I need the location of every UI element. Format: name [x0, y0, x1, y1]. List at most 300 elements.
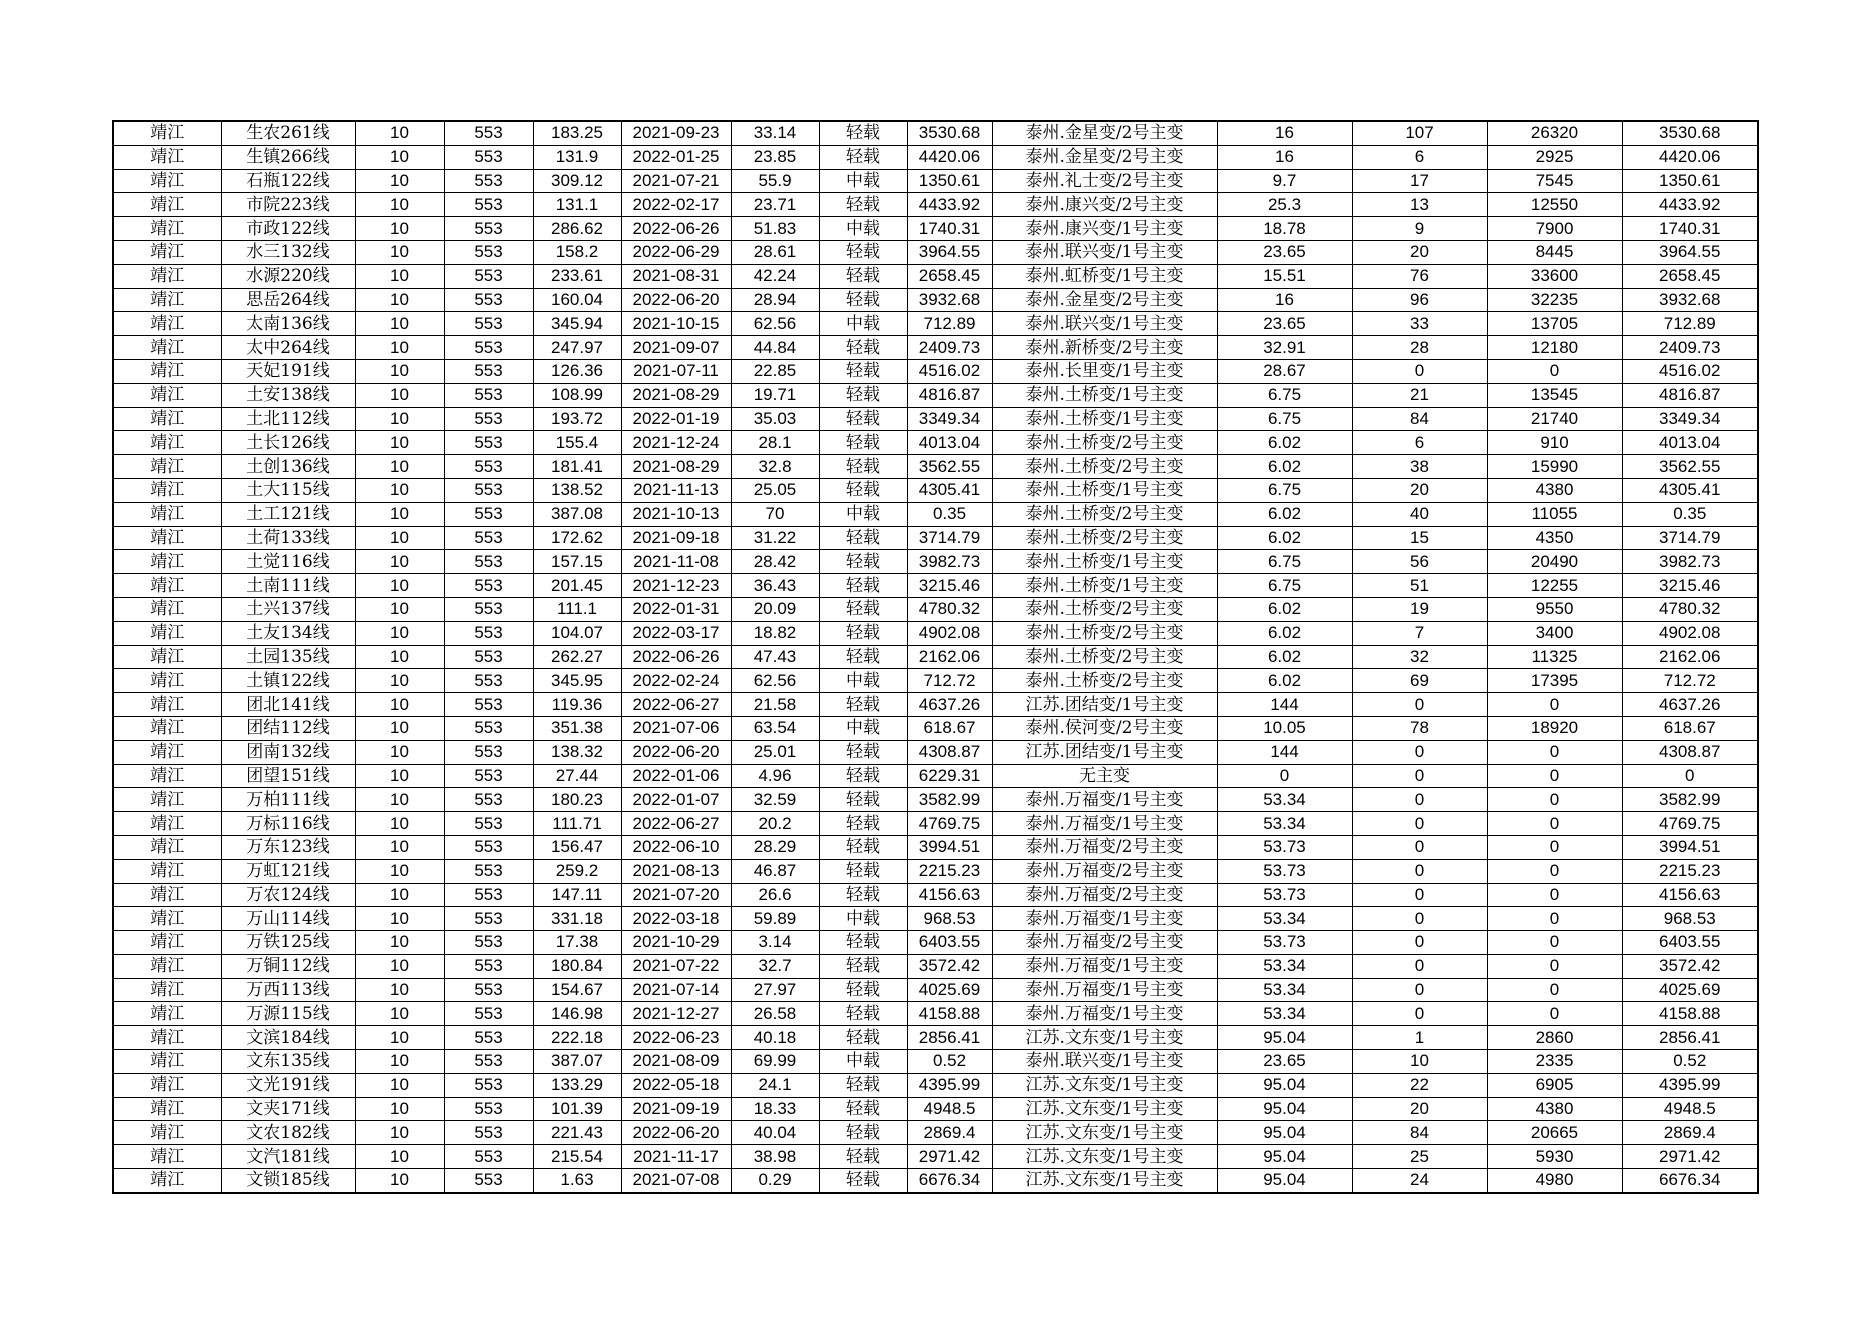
cell-voltage: 10 [355, 859, 444, 883]
cell-available: 4769.75 [1622, 812, 1758, 836]
cell-users: 13 [1352, 193, 1487, 217]
cell-region: 靖江 [113, 812, 221, 836]
cell-status: 轻载 [819, 550, 907, 574]
cell-substation: 泰州.金星变/2号主变 [992, 145, 1217, 169]
cell-margin: 1350.61 [907, 169, 992, 193]
cell-date: 2021-09-23 [621, 121, 731, 145]
cell-peak: 138.52 [533, 478, 621, 502]
table-row [113, 669, 1758, 693]
cell-line: 万虹121线 [221, 859, 355, 883]
cell-peak: 111.1 [533, 597, 621, 621]
cell-substation: 泰州.万福变/1号主变 [992, 788, 1217, 812]
cell-peak: 131.1 [533, 193, 621, 217]
cell-voltage: 10 [355, 145, 444, 169]
cell-peak: 126.36 [533, 359, 621, 383]
cell-substation: 江苏.文东变/1号主变 [992, 1169, 1217, 1193]
cell-substation: 泰州.土桥变/2号主变 [992, 669, 1217, 693]
cell-margin: 4305.41 [907, 478, 992, 502]
table-row [113, 359, 1758, 383]
cell-capacity: 53.34 [1217, 1002, 1352, 1026]
cell-rate: 42.24 [731, 264, 819, 288]
cell-capacity: 32.91 [1217, 336, 1352, 360]
cell-substation: 泰州.金星变/2号主变 [992, 288, 1217, 312]
cell-region: 靖江 [113, 716, 221, 740]
cell-available: 968.53 [1622, 907, 1758, 931]
cell-available: 3994.51 [1622, 835, 1758, 859]
cell-rated: 553 [444, 835, 533, 859]
cell-rate: 38.98 [731, 1145, 819, 1169]
cell-users: 107 [1352, 121, 1487, 145]
cell-date: 2022-06-20 [621, 1121, 731, 1145]
table-row [113, 954, 1758, 978]
cell-rate: 28.94 [731, 288, 819, 312]
cell-available: 4156.63 [1622, 883, 1758, 907]
cell-peak: 201.45 [533, 574, 621, 598]
cell-peak: 345.94 [533, 312, 621, 336]
cell-status: 中载 [819, 169, 907, 193]
cell-status: 轻载 [819, 1169, 907, 1193]
cell-capacity: 23.65 [1217, 312, 1352, 336]
cell-margin: 4948.5 [907, 1097, 992, 1121]
cell-region: 靖江 [113, 383, 221, 407]
cell-line: 团结112线 [221, 716, 355, 740]
cell-region: 靖江 [113, 431, 221, 455]
cell-peak: 286.62 [533, 217, 621, 241]
cell-rate: 44.84 [731, 336, 819, 360]
cell-rated: 553 [444, 883, 533, 907]
table-row [113, 550, 1758, 574]
cell-substation: 泰州.万福变/1号主变 [992, 812, 1217, 836]
cell-voltage: 10 [355, 788, 444, 812]
cell-substation: 泰州.万福变/1号主变 [992, 978, 1217, 1002]
cell-substation: 泰州.土桥变/2号主变 [992, 526, 1217, 550]
cell-rate: 24.1 [731, 1073, 819, 1097]
cell-voltage: 10 [355, 1050, 444, 1074]
cell-user_capacity: 0 [1487, 693, 1622, 717]
cell-rated: 553 [444, 693, 533, 717]
cell-available: 6403.55 [1622, 931, 1758, 955]
cell-capacity: 6.75 [1217, 550, 1352, 574]
cell-substation: 泰州.土桥变/2号主变 [992, 502, 1217, 526]
table-row [113, 812, 1758, 836]
cell-date: 2022-01-31 [621, 597, 731, 621]
cell-region: 靖江 [113, 336, 221, 360]
cell-capacity: 6.02 [1217, 621, 1352, 645]
cell-user_capacity: 0 [1487, 764, 1622, 788]
cell-substation: 泰州.土桥变/1号主变 [992, 478, 1217, 502]
cell-voltage: 10 [355, 954, 444, 978]
cell-peak: 1.63 [533, 1169, 621, 1193]
table-row [113, 859, 1758, 883]
cell-date: 2022-06-10 [621, 835, 731, 859]
cell-user_capacity: 0 [1487, 907, 1622, 931]
table-row [113, 978, 1758, 1002]
cell-rate: 40.18 [731, 1026, 819, 1050]
cell-date: 2022-01-19 [621, 407, 731, 431]
cell-user_capacity: 0 [1487, 954, 1622, 978]
cell-available: 0 [1622, 764, 1758, 788]
cell-margin: 4902.08 [907, 621, 992, 645]
cell-user_capacity: 0 [1487, 835, 1622, 859]
cell-date: 2022-06-29 [621, 240, 731, 264]
cell-user_capacity: 7900 [1487, 217, 1622, 241]
cell-rated: 553 [444, 455, 533, 479]
cell-rate: 25.05 [731, 478, 819, 502]
cell-substation: 江苏.文东变/1号主变 [992, 1097, 1217, 1121]
cell-voltage: 10 [355, 359, 444, 383]
cell-rate: 51.83 [731, 217, 819, 241]
cell-voltage: 10 [355, 240, 444, 264]
cell-status: 轻载 [819, 383, 907, 407]
cell-rated: 553 [444, 1002, 533, 1026]
cell-available: 4516.02 [1622, 359, 1758, 383]
cell-rated: 553 [444, 526, 533, 550]
cell-line: 万铁125线 [221, 931, 355, 955]
cell-users: 24 [1352, 1169, 1487, 1193]
cell-date: 2021-07-21 [621, 169, 731, 193]
cell-status: 轻载 [819, 264, 907, 288]
cell-margin: 3530.68 [907, 121, 992, 145]
cell-users: 0 [1352, 740, 1487, 764]
cell-users: 51 [1352, 574, 1487, 598]
cell-users: 0 [1352, 835, 1487, 859]
cell-line: 土工121线 [221, 502, 355, 526]
cell-peak: 27.44 [533, 764, 621, 788]
cell-users: 0 [1352, 359, 1487, 383]
cell-status: 轻载 [819, 621, 907, 645]
table-row [113, 455, 1758, 479]
cell-line: 团北141线 [221, 693, 355, 717]
cell-status: 轻载 [819, 1073, 907, 1097]
cell-margin: 3982.73 [907, 550, 992, 574]
cell-capacity: 23.65 [1217, 240, 1352, 264]
cell-rated: 553 [444, 217, 533, 241]
cell-rate: 28.42 [731, 550, 819, 574]
cell-users: 56 [1352, 550, 1487, 574]
cell-status: 中载 [819, 312, 907, 336]
cell-region: 靖江 [113, 121, 221, 145]
cell-status: 轻载 [819, 788, 907, 812]
cell-margin: 2658.45 [907, 264, 992, 288]
cell-margin: 2971.42 [907, 1145, 992, 1169]
cell-users: 0 [1352, 907, 1487, 931]
cell-date: 2021-08-29 [621, 383, 731, 407]
cell-status: 轻载 [819, 193, 907, 217]
cell-rate: 47.43 [731, 645, 819, 669]
table-row [113, 288, 1758, 312]
cell-date: 2021-12-24 [621, 431, 731, 455]
table-body [113, 121, 1758, 1193]
cell-voltage: 10 [355, 597, 444, 621]
cell-voltage: 10 [355, 812, 444, 836]
cell-voltage: 10 [355, 526, 444, 550]
cell-rate: 46.87 [731, 859, 819, 883]
table-row [113, 574, 1758, 598]
cell-rate: 21.58 [731, 693, 819, 717]
cell-status: 轻载 [819, 240, 907, 264]
cell-user_capacity: 4380 [1487, 478, 1622, 502]
cell-date: 2021-09-18 [621, 526, 731, 550]
cell-date: 2022-06-26 [621, 645, 731, 669]
cell-region: 靖江 [113, 1073, 221, 1097]
cell-line: 万标116线 [221, 812, 355, 836]
table-row [113, 788, 1758, 812]
cell-users: 6 [1352, 145, 1487, 169]
cell-rate: 20.2 [731, 812, 819, 836]
cell-region: 靖江 [113, 907, 221, 931]
cell-substation: 泰州.联兴变/1号主变 [992, 240, 1217, 264]
cell-users: 6 [1352, 431, 1487, 455]
cell-peak: 351.38 [533, 716, 621, 740]
cell-users: 20 [1352, 240, 1487, 264]
cell-line: 土大115线 [221, 478, 355, 502]
cell-line: 万农124线 [221, 883, 355, 907]
table-row [113, 407, 1758, 431]
cell-rate: 18.82 [731, 621, 819, 645]
cell-users: 40 [1352, 502, 1487, 526]
cell-substation: 江苏.团结变/1号主变 [992, 693, 1217, 717]
cell-capacity: 16 [1217, 145, 1352, 169]
cell-line: 土北112线 [221, 407, 355, 431]
cell-voltage: 10 [355, 621, 444, 645]
cell-region: 靖江 [113, 931, 221, 955]
cell-margin: 618.67 [907, 716, 992, 740]
cell-capacity: 9.7 [1217, 169, 1352, 193]
cell-line: 土创136线 [221, 455, 355, 479]
cell-margin: 4816.87 [907, 383, 992, 407]
cell-margin: 3215.46 [907, 574, 992, 598]
cell-date: 2021-07-22 [621, 954, 731, 978]
cell-rate: 31.22 [731, 526, 819, 550]
cell-capacity: 95.04 [1217, 1073, 1352, 1097]
cell-peak: 133.29 [533, 1073, 621, 1097]
cell-voltage: 10 [355, 740, 444, 764]
cell-region: 靖江 [113, 455, 221, 479]
cell-capacity: 95.04 [1217, 1169, 1352, 1193]
cell-margin: 4433.92 [907, 193, 992, 217]
cell-capacity: 28.67 [1217, 359, 1352, 383]
cell-margin: 2409.73 [907, 336, 992, 360]
cell-rated: 553 [444, 312, 533, 336]
cell-user_capacity: 0 [1487, 978, 1622, 1002]
cell-peak: 233.61 [533, 264, 621, 288]
cell-region: 靖江 [113, 169, 221, 193]
cell-user_capacity: 0 [1487, 883, 1622, 907]
cell-peak: 17.38 [533, 931, 621, 955]
cell-rate: 35.03 [731, 407, 819, 431]
cell-region: 靖江 [113, 1169, 221, 1193]
cell-date: 2021-09-07 [621, 336, 731, 360]
cell-voltage: 10 [355, 764, 444, 788]
cell-region: 靖江 [113, 502, 221, 526]
cell-available: 3932.68 [1622, 288, 1758, 312]
cell-status: 轻载 [819, 954, 907, 978]
cell-users: 0 [1352, 788, 1487, 812]
cell-line: 文汽181线 [221, 1145, 355, 1169]
cell-substation: 江苏.文东变/1号主变 [992, 1121, 1217, 1145]
cell-margin: 1740.31 [907, 217, 992, 241]
cell-peak: 131.9 [533, 145, 621, 169]
cell-date: 2021-10-29 [621, 931, 731, 955]
cell-user_capacity: 0 [1487, 1002, 1622, 1026]
cell-users: 19 [1352, 597, 1487, 621]
table-row [113, 693, 1758, 717]
cell-users: 15 [1352, 526, 1487, 550]
cell-line: 太中264线 [221, 336, 355, 360]
cell-capacity: 53.73 [1217, 835, 1352, 859]
cell-status: 轻载 [819, 597, 907, 621]
cell-margin: 712.89 [907, 312, 992, 336]
cell-line: 文农182线 [221, 1121, 355, 1145]
cell-rated: 553 [444, 812, 533, 836]
cell-user_capacity: 15990 [1487, 455, 1622, 479]
cell-substation: 泰州.土桥变/2号主变 [992, 621, 1217, 645]
cell-user_capacity: 2335 [1487, 1050, 1622, 1074]
cell-region: 靖江 [113, 574, 221, 598]
cell-capacity: 6.02 [1217, 431, 1352, 455]
cell-date: 2021-12-23 [621, 574, 731, 598]
cell-available: 4395.99 [1622, 1073, 1758, 1097]
cell-margin: 4395.99 [907, 1073, 992, 1097]
cell-capacity: 6.02 [1217, 597, 1352, 621]
cell-voltage: 10 [355, 1169, 444, 1193]
cell-available: 0.52 [1622, 1050, 1758, 1074]
cell-status: 轻载 [819, 835, 907, 859]
cell-rate: 25.01 [731, 740, 819, 764]
cell-rated: 553 [444, 359, 533, 383]
cell-rated: 553 [444, 1121, 533, 1145]
cell-users: 21 [1352, 383, 1487, 407]
cell-capacity: 10.05 [1217, 716, 1352, 740]
cell-peak: 193.72 [533, 407, 621, 431]
cell-margin: 3562.55 [907, 455, 992, 479]
cell-voltage: 10 [355, 716, 444, 740]
table-row [113, 1145, 1758, 1169]
cell-available: 1350.61 [1622, 169, 1758, 193]
cell-peak: 331.18 [533, 907, 621, 931]
cell-region: 靖江 [113, 240, 221, 264]
cell-capacity: 53.73 [1217, 883, 1352, 907]
cell-substation: 泰州.万福变/1号主变 [992, 1002, 1217, 1026]
cell-margin: 4013.04 [907, 431, 992, 455]
cell-margin: 3582.99 [907, 788, 992, 812]
cell-status: 轻载 [819, 645, 907, 669]
cell-available: 1740.31 [1622, 217, 1758, 241]
cell-rated: 553 [444, 931, 533, 955]
cell-voltage: 10 [355, 478, 444, 502]
cell-user_capacity: 0 [1487, 859, 1622, 883]
cell-users: 22 [1352, 1073, 1487, 1097]
cell-status: 轻载 [819, 455, 907, 479]
cell-users: 0 [1352, 883, 1487, 907]
cell-user_capacity: 12255 [1487, 574, 1622, 598]
cell-voltage: 10 [355, 931, 444, 955]
cell-substation: 泰州.联兴变/1号主变 [992, 312, 1217, 336]
cell-voltage: 10 [355, 978, 444, 1002]
cell-date: 2021-08-31 [621, 264, 731, 288]
cell-rated: 553 [444, 1097, 533, 1121]
cell-date: 2022-06-20 [621, 740, 731, 764]
cell-peak: 180.23 [533, 788, 621, 812]
cell-margin: 712.72 [907, 669, 992, 693]
cell-rated: 553 [444, 859, 533, 883]
cell-available: 4420.06 [1622, 145, 1758, 169]
cell-rated: 553 [444, 716, 533, 740]
cell-peak: 158.2 [533, 240, 621, 264]
cell-rated: 553 [444, 574, 533, 598]
cell-region: 靖江 [113, 478, 221, 502]
cell-status: 轻载 [819, 1026, 907, 1050]
cell-rated: 553 [444, 407, 533, 431]
cell-capacity: 53.73 [1217, 859, 1352, 883]
cell-substation: 江苏.团结变/1号主变 [992, 740, 1217, 764]
cell-rated: 553 [444, 764, 533, 788]
cell-rated: 553 [444, 121, 533, 145]
cell-substation: 泰州.万福变/2号主变 [992, 883, 1217, 907]
cell-line: 文滨184线 [221, 1026, 355, 1050]
cell-voltage: 10 [355, 407, 444, 431]
cell-available: 4013.04 [1622, 431, 1758, 455]
table-row [113, 193, 1758, 217]
table-row [113, 478, 1758, 502]
cell-rated: 553 [444, 954, 533, 978]
cell-capacity: 6.75 [1217, 407, 1352, 431]
cell-voltage: 10 [355, 1073, 444, 1097]
cell-voltage: 10 [355, 217, 444, 241]
cell-status: 中载 [819, 669, 907, 693]
table-row [113, 740, 1758, 764]
cell-line: 土长126线 [221, 431, 355, 455]
table-row [113, 240, 1758, 264]
cell-region: 靖江 [113, 788, 221, 812]
cell-substation: 泰州.礼士变/2号主变 [992, 169, 1217, 193]
cell-date: 2021-07-11 [621, 359, 731, 383]
cell-users: 84 [1352, 407, 1487, 431]
cell-available: 4305.41 [1622, 478, 1758, 502]
cell-users: 0 [1352, 693, 1487, 717]
cell-status: 轻载 [819, 121, 907, 145]
cell-status: 轻载 [819, 478, 907, 502]
cell-status: 轻载 [819, 812, 907, 836]
cell-substation: 泰州.土桥变/2号主变 [992, 455, 1217, 479]
cell-region: 靖江 [113, 550, 221, 574]
cell-rated: 553 [444, 145, 533, 169]
cell-voltage: 10 [355, 264, 444, 288]
cell-rated: 553 [444, 1050, 533, 1074]
table-row [113, 883, 1758, 907]
cell-rated: 553 [444, 240, 533, 264]
cell-line: 思岳264线 [221, 288, 355, 312]
cell-user_capacity: 13705 [1487, 312, 1622, 336]
cell-date: 2022-03-18 [621, 907, 731, 931]
cell-margin: 3932.68 [907, 288, 992, 312]
cell-margin: 0.52 [907, 1050, 992, 1074]
table-row [113, 1169, 1758, 1193]
table-row [113, 431, 1758, 455]
cell-date: 2021-09-19 [621, 1097, 731, 1121]
cell-voltage: 10 [355, 455, 444, 479]
cell-users: 20 [1352, 478, 1487, 502]
cell-available: 2971.42 [1622, 1145, 1758, 1169]
table-row [113, 764, 1758, 788]
cell-peak: 154.67 [533, 978, 621, 1002]
cell-substation: 泰州.联兴变/1号主变 [992, 1050, 1217, 1074]
cell-peak: 259.2 [533, 859, 621, 883]
cell-region: 靖江 [113, 859, 221, 883]
cell-rated: 553 [444, 1026, 533, 1050]
cell-status: 轻载 [819, 407, 907, 431]
cell-users: 84 [1352, 1121, 1487, 1145]
